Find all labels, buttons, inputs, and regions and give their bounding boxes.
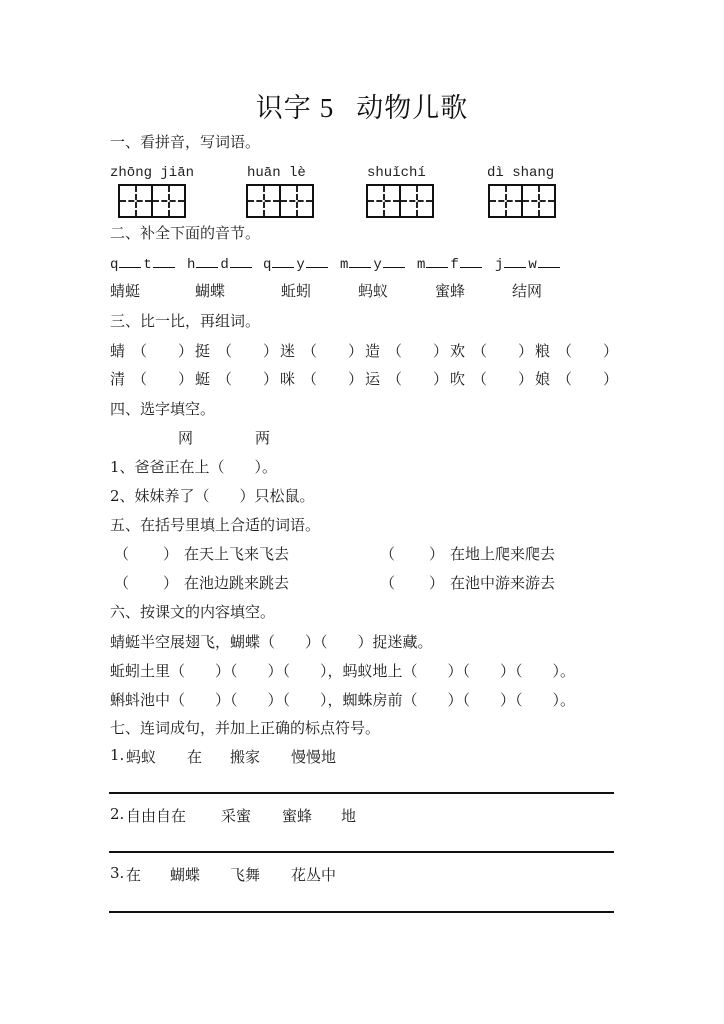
syllable-blank[interactable] (538, 255, 560, 268)
section7-heading: 七、连词成句，并加上正确的标点符号。 (110, 719, 381, 737)
writing-grid-2[interactable] (246, 184, 314, 218)
compare-char: 清 (110, 370, 126, 388)
title-name: 动物儿歌 (356, 93, 469, 124)
paren-close[interactable]: ） (178, 370, 194, 388)
syllable-word-3: 蚯蚓 (281, 282, 312, 300)
word: 采蜜 (221, 807, 252, 825)
syllable-pair-1 (110, 255, 177, 273)
grid-cell[interactable] (120, 186, 151, 216)
grid-cell[interactable] (248, 186, 279, 216)
recite-blanks[interactable]: （ ）（ ）（ ）。 (402, 691, 576, 709)
word: 慢慢地 (291, 748, 337, 766)
pinyin-1: zhōng jiān (110, 165, 195, 181)
phrase-text: 在天上飞来飞去 (184, 545, 290, 563)
word: 蝴蝶 (170, 866, 201, 884)
syllable-word-1: 蜻蜓 (110, 282, 141, 300)
recite-blanks[interactable]: （ ）（ ） (260, 633, 373, 651)
answer-line-1[interactable] (109, 792, 614, 794)
compare-char: 粮 (535, 342, 551, 360)
syllable-word-2: 蝴蝶 (195, 282, 226, 300)
compare-char: 娘 (535, 370, 551, 388)
compare-char: 蜓 (195, 370, 211, 388)
syllable-blank[interactable] (153, 255, 175, 268)
section3-heading: 三、比一比，再组词。 (110, 312, 261, 330)
section6-heading: 六、按课文的内容填空。 (110, 603, 276, 621)
pinyin-2: huān lè (247, 165, 306, 181)
syllable-blank[interactable] (272, 255, 294, 268)
syllable-pair-3 (263, 255, 330, 273)
recite-blanks[interactable]: （ ）（ ）（ ）， (170, 662, 343, 680)
choice-2: 两 (255, 429, 271, 447)
paren-open: （ (557, 342, 573, 360)
word: 搬家 (230, 748, 261, 766)
recite-line-3 (110, 689, 575, 710)
paren-close[interactable]: ） (433, 342, 449, 360)
compare-row-1 (110, 340, 620, 360)
word: 自由自在 (126, 807, 187, 825)
word: 在 (126, 866, 142, 884)
syllable-letter: h (187, 257, 196, 273)
recite-text: 捉迷藏。 (372, 633, 433, 651)
paren-close: ） (429, 545, 445, 563)
syllable-blank[interactable] (383, 255, 405, 268)
compare-char: 迷 (280, 342, 296, 360)
phrase-text: 在池中游来游去 (450, 574, 556, 592)
title-number: 5 (319, 93, 335, 123)
syllable-blank[interactable] (504, 255, 526, 268)
paren-close[interactable]: ） (263, 342, 279, 360)
syllable-letter: m (340, 257, 349, 273)
paren-open: （ (557, 370, 573, 388)
paren-close[interactable]: ） (518, 370, 534, 388)
phrase-text: 在池边跳来跳去 (184, 574, 290, 592)
paren-open: （ (217, 370, 233, 388)
grid-cell[interactable] (490, 186, 521, 216)
syllable-letter: y (296, 257, 305, 273)
recite-line-2 (110, 660, 575, 681)
paren-open: （ (302, 370, 318, 388)
grid-cell[interactable] (368, 186, 399, 216)
paren-open: （ (114, 574, 130, 592)
syllable-blank[interactable] (196, 255, 218, 268)
recite-text: 蚯蚓土里 (110, 662, 171, 680)
paren-close[interactable]: ） (178, 342, 194, 360)
word: 地 (341, 807, 357, 825)
syllable-blank[interactable] (230, 255, 252, 268)
phrase-text: 在地上爬来爬去 (450, 545, 556, 563)
paren-close: ） (429, 574, 445, 592)
syllable-letter: m (417, 257, 426, 273)
syllable-letter: y (373, 257, 382, 273)
fill-question-1 (110, 456, 277, 477)
paren-open: （ (380, 574, 396, 592)
recite-blanks[interactable]: （ ）（ ）（ ）， (170, 691, 343, 709)
writing-grid-1[interactable] (118, 184, 186, 218)
phrase-item-4 (380, 572, 555, 593)
paren-open: （ (132, 342, 148, 360)
compare-char: 挺 (195, 342, 211, 360)
syllable-letter: t (143, 257, 152, 273)
word: 飞舞 (230, 866, 261, 884)
grid-cell[interactable] (279, 186, 312, 216)
word: 花丛中 (291, 866, 337, 884)
recite-blanks[interactable]: （ ）（ ）（ ）。 (402, 662, 576, 680)
word: 在 (187, 748, 203, 766)
recite-text: 蚂蚁地上 (342, 662, 403, 680)
writing-grid-3[interactable] (366, 184, 434, 218)
paren-open: （ (472, 342, 488, 360)
paren-open: （ (472, 370, 488, 388)
syllable-blank[interactable] (460, 255, 482, 268)
syllable-pair-4 (340, 255, 407, 273)
syllable-word-6: 结网 (512, 282, 543, 300)
paren-open: （ (387, 342, 403, 360)
syllable-letter: j (495, 257, 504, 273)
syllable-letter: q (263, 257, 272, 273)
sentence-item-1 (110, 746, 510, 766)
syllable-letter: f (450, 257, 459, 273)
paren-close[interactable]: ） (263, 370, 279, 388)
paren-close: ） (163, 574, 179, 592)
paren-close[interactable]: ） (348, 370, 364, 388)
syllable-blank[interactable] (349, 255, 371, 268)
page-title (0, 86, 724, 125)
paren-close[interactable]: ） (348, 342, 364, 360)
paren-open: （ (380, 545, 396, 563)
phrase-item-1 (114, 543, 289, 564)
recite-line-1 (110, 631, 433, 652)
syllable-letter: q (110, 257, 119, 273)
section4-heading: 四、选字填空。 (110, 400, 216, 418)
title-prefix: 识字 (255, 93, 312, 124)
sentence-item-2 (110, 805, 510, 825)
writing-grid-4[interactable] (488, 184, 556, 218)
pinyin-3: shuǐchí (367, 165, 426, 181)
question-text: 1、爸爸正在上（ (110, 458, 225, 476)
syllable-blank[interactable] (426, 255, 448, 268)
syllable-pair-5 (417, 255, 484, 273)
fill-question-2 (110, 485, 315, 506)
syllable-word-4: 蚂蚁 (358, 282, 389, 300)
section1-heading: 一、看拼音，写词语。 (110, 133, 261, 151)
word: 蚂蚁 (126, 748, 157, 766)
word: 蜜蜂 (282, 807, 313, 825)
compare-char: 运 (365, 370, 381, 388)
item-number: 2. (110, 805, 125, 823)
question-end: ）只松鼠。 (239, 487, 315, 505)
item-number: 1. (110, 746, 125, 764)
phrase-item-3 (114, 572, 289, 593)
paren-close[interactable]: ） (603, 342, 619, 360)
recite-text: 蝌蚪池中 (110, 691, 171, 709)
syllable-letter: w (528, 257, 537, 273)
paren-open: （ (302, 342, 318, 360)
syllable-pair-6 (495, 255, 562, 273)
syllable-letter: d (220, 257, 229, 273)
syllable-blank[interactable] (119, 255, 141, 268)
paren-close[interactable]: ） (433, 370, 449, 388)
choice-1: 网 (178, 429, 194, 447)
compare-char: 造 (365, 342, 381, 360)
paren-open: （ (387, 370, 403, 388)
sentence-item-3 (110, 864, 510, 884)
section2-heading: 二、补全下面的音节。 (110, 224, 261, 242)
syllable-word-5: 蜜蜂 (435, 282, 466, 300)
grid-cell[interactable] (521, 186, 554, 216)
answer-line-3[interactable] (109, 911, 614, 913)
recite-text: 蜘蛛房前 (342, 691, 403, 709)
item-number: 3. (110, 864, 125, 882)
paren-close: ） (163, 545, 179, 563)
paren-close[interactable]: ） (603, 370, 619, 388)
syllable-pair-2 (187, 255, 254, 273)
grid-cell[interactable] (399, 186, 432, 216)
compare-char: 咪 (280, 370, 296, 388)
answer-line-2[interactable] (109, 851, 614, 853)
compare-char: 欢 (450, 342, 466, 360)
phrase-item-2 (380, 543, 555, 564)
paren-open: （ (217, 342, 233, 360)
grid-cell[interactable] (151, 186, 184, 216)
paren-close[interactable]: ） (518, 342, 534, 360)
question-end: ）。 (254, 458, 278, 476)
syllable-blank[interactable] (306, 255, 328, 268)
pinyin-4: dì shang (487, 165, 555, 181)
compare-row-2 (110, 368, 620, 388)
recite-text: 蜻蜓半空展翅飞，蝴蝶 (110, 633, 261, 651)
compare-char: 吹 (450, 370, 466, 388)
section5-heading: 五、在括号里填上合适的词语。 (110, 516, 321, 534)
paren-open: （ (132, 370, 148, 388)
paren-open: （ (114, 545, 130, 563)
compare-char: 蜻 (110, 342, 126, 360)
question-text: 2、妹妹养了（ (110, 487, 210, 505)
